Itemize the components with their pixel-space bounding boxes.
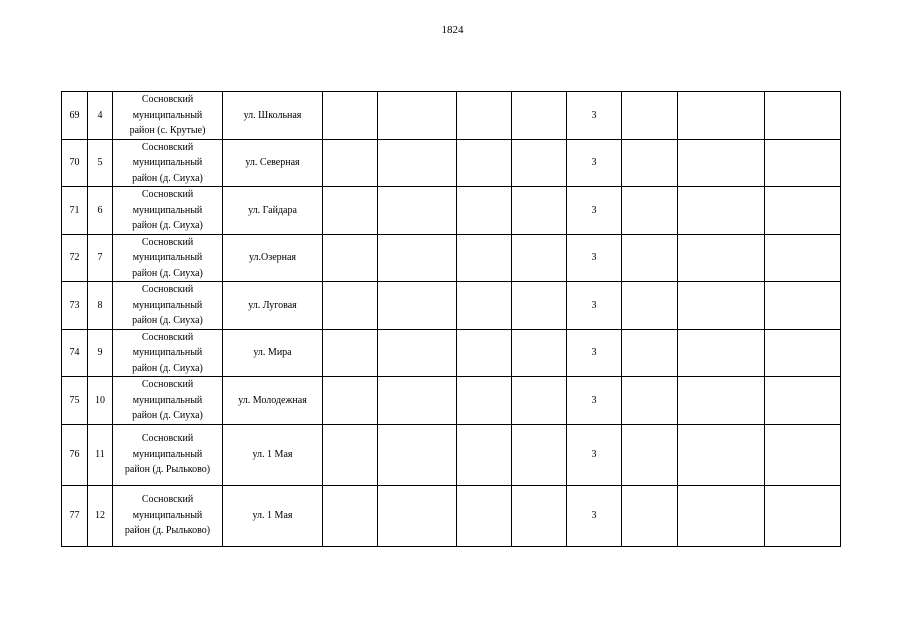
sub-number-cell: 12 [88,485,113,546]
empty-cell [765,329,841,377]
street-cell: ул. Школьная [223,92,323,140]
district-line: район (д. Сиуха) [132,172,203,184]
sub-number-cell: 5 [88,139,113,187]
district-line: муниципальный [132,204,203,216]
empty-cell [457,139,512,187]
value-cell: 3 [567,329,622,377]
empty-cell [622,139,678,187]
table-row [62,377,841,425]
district-cell [113,377,223,425]
street-cell: ул.Озерная [223,234,323,282]
empty-cell [378,485,457,546]
table-row [62,282,841,330]
value-cell: 3 [567,377,622,425]
empty-cell [678,92,765,140]
district-line: район (д. Сиуха) [132,315,203,326]
value-cell: 3 [567,424,622,485]
empty-cell [457,329,512,377]
district-line: Сосновский [141,189,194,200]
street-cell: ул. 1 Мая [223,485,323,546]
district-line: район (д. Рыльково) [124,464,211,476]
street-cell: ул. Луговая [223,282,323,330]
empty-cell [622,424,678,485]
empty-cell [512,187,567,235]
empty-cell [512,139,567,187]
row-number-cell: 71 [62,187,88,235]
empty-cell [765,139,841,187]
empty-cell [457,187,512,235]
district-line: Сосновский [141,141,194,153]
sub-number-cell: 4 [88,92,113,140]
empty-cell [512,92,567,140]
table-row [62,187,841,235]
row-number-cell: 72 [62,234,88,282]
empty-cell [765,485,841,546]
empty-cell [323,329,378,377]
district-line: район (д. Сиуха) [132,220,203,231]
district-line: Сосновский [141,284,194,295]
empty-cell [678,234,765,282]
empty-cell [323,282,378,330]
table-row [62,424,841,485]
empty-cell [678,424,765,485]
empty-cell [678,329,765,377]
district-line: муниципальный [132,299,203,311]
table-row [62,485,841,546]
district-line: муниципальный [132,448,203,460]
empty-cell [622,329,678,377]
page-number: 1824 [441,24,464,36]
empty-cell [323,187,378,235]
district-cell [113,92,223,140]
district-line: район (д. Сиуха) [132,410,203,421]
table-row [62,92,841,140]
empty-cell [765,234,841,282]
table-body [62,92,841,547]
row-number-cell: 75 [62,377,88,425]
empty-cell [457,485,512,546]
empty-cell [512,377,567,425]
value-cell: 3 [567,234,622,282]
empty-cell [457,234,512,282]
empty-cell [512,329,567,377]
empty-cell [622,234,678,282]
empty-cell [765,92,841,140]
value-cell: 3 [567,92,622,140]
empty-cell [622,377,678,425]
empty-cell [323,424,378,485]
table-row [62,234,841,282]
row-number-cell: 73 [62,282,88,330]
empty-cell [378,234,457,282]
empty-cell [457,424,512,485]
value-cell: 3 [567,139,622,187]
district-line: муниципальный [132,509,203,521]
empty-cell [457,282,512,330]
empty-cell [512,424,567,485]
district-line: Сосновский [141,433,194,445]
empty-cell [512,485,567,546]
empty-cell [323,92,378,140]
district-line: муниципальный [132,252,203,263]
district-cell [113,485,223,546]
empty-cell [323,139,378,187]
sub-number-cell: 7 [88,234,113,282]
district-cell [113,424,223,485]
district-cell [113,329,223,377]
district-cell [113,282,223,330]
row-number-cell: 76 [62,424,88,485]
empty-cell [512,282,567,330]
empty-cell [622,92,678,140]
district-line: район (д. Сиуха) [132,362,203,374]
sub-number-cell: 6 [88,187,113,235]
district-line: Сосновский [141,379,194,390]
empty-cell [378,139,457,187]
district-line: Сосновский [141,331,194,343]
empty-cell [678,485,765,546]
empty-cell [622,485,678,546]
empty-cell [378,187,457,235]
empty-cell [765,187,841,235]
empty-cell [765,424,841,485]
empty-cell [457,377,512,425]
district-line: Сосновский [141,236,194,248]
district-line: район (с. Крутые) [129,125,206,136]
district-cell [113,234,223,282]
empty-cell [378,282,457,330]
register-table [61,91,841,547]
row-number-cell: 77 [62,485,88,546]
empty-cell [378,329,457,377]
empty-cell [512,234,567,282]
district-line: Сосновский [141,494,194,506]
district-line: муниципальный [132,109,203,121]
sub-number-cell: 9 [88,329,113,377]
empty-cell [323,234,378,282]
sub-number-cell: 11 [88,424,113,485]
empty-cell [765,377,841,425]
sub-number-cell: 8 [88,282,113,330]
table-row [62,329,841,377]
row-number-cell: 74 [62,329,88,377]
district-cell [113,139,223,187]
district-line: район (д. Сиуха) [132,267,203,279]
empty-cell [323,377,378,425]
empty-cell [323,485,378,546]
empty-cell [678,187,765,235]
row-number-cell: 69 [62,92,88,140]
value-cell: 3 [567,187,622,235]
street-cell: ул. Мира [223,329,323,377]
empty-cell [678,377,765,425]
row-number-cell: 70 [62,139,88,187]
district-line: муниципальный [132,347,203,358]
value-cell: 3 [567,282,622,330]
empty-cell [378,424,457,485]
district-line: район (д. Рыльково) [124,525,211,537]
empty-cell [678,282,765,330]
district-cell [113,187,223,235]
empty-cell [378,92,457,140]
sub-number-cell: 10 [88,377,113,425]
district-line: Сосновский [141,94,194,105]
empty-cell [457,92,512,140]
street-cell: ул. Северная [223,139,323,187]
table-row [62,139,841,187]
street-cell: ул. 1 Мая [223,424,323,485]
value-cell: 3 [567,485,622,546]
street-cell: ул. Молодежная [223,377,323,425]
empty-cell [378,377,457,425]
empty-cell [765,282,841,330]
district-line: муниципальный [132,157,203,168]
empty-cell [678,139,765,187]
empty-cell [622,282,678,330]
district-line: муниципальный [132,394,203,406]
street-cell: ул. Гайдара [223,187,323,235]
empty-cell [622,187,678,235]
